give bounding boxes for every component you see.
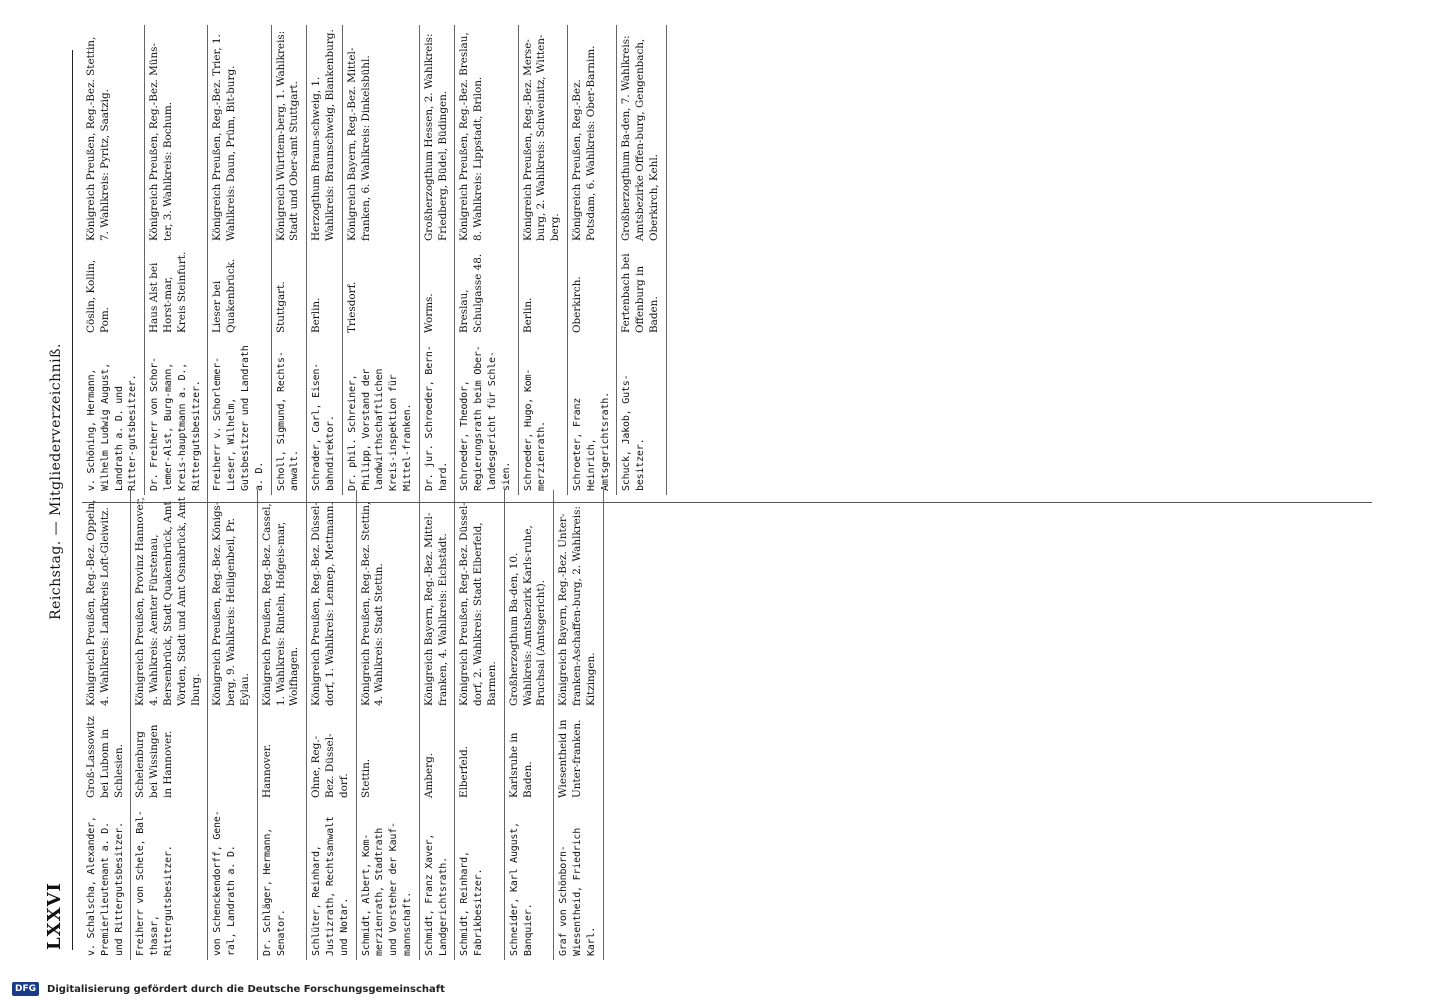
member-name: Freiherr v. Schorlemer-Lieser, Wilhelm, Gutsbesitzer und Landrath a. D. [212, 345, 265, 491]
member-entry [307, 490, 356, 960]
member-entry [455, 490, 504, 960]
member-constituency: Großherzogthum Hessen, 2. Wahlkreis: Friedberg, Büdel, Büdingen. [422, 33, 449, 241]
member-constituency: Königreich Preußen, Reg.-Bez. Merse-burg, 2. Wahlkreis: Schweinitz, Witten-berg. [521, 34, 562, 241]
member-residence: Elberfeld. [458, 746, 471, 798]
member-name: Schmidt, Albert, Kom-merzienrath, Stadtrath und Vorsteher der Kauf-mannschaft. [360, 822, 413, 956]
member-name: Dr. Freiherr von Schor-lemer-Alst, Burg-mann, Kreis-hauptmann a. D., Rittergutsbesitzer. [149, 357, 202, 491]
dfg-logo: DFG [12, 982, 39, 996]
digitization-credit: Digitalisierung gefördert durch die Deutsche Forschungsgemeinschaft [47, 983, 445, 995]
member-name: Dr. phil. Schreiner, Philipp, Vorstand der landwirthschaftlichen Kreis-inspektion für Mittel-franken. [346, 368, 413, 491]
member-residence: Worms. [422, 293, 435, 333]
member-name: Scholl, Sigmund, Rechts-anwalt. [275, 351, 301, 491]
member-name: v. Schalscha, Alexander, Premierlieutenant a. D. und Rittergutsbesitzer. [86, 816, 125, 956]
member-entry [131, 490, 208, 960]
member-entry [420, 490, 456, 960]
member-residence: Fertenbach bei Offenburg in Baden. [620, 253, 660, 333]
member-residence: Hannover. [260, 743, 273, 798]
member-residence: Karlsruhe in Baden. [507, 732, 534, 798]
member-entry [455, 25, 518, 495]
right-column [82, 25, 1372, 495]
member-constituency: Königreich Preußen, Reg.-Bez. Breslau, 8. Wahlkreis: Lippstadt, Brilon. [458, 32, 485, 241]
member-residence: Stettin. [359, 758, 372, 798]
member-constituency: Großherzogthum Ba-den, 7. Wahlkreis: Amtsbezirke Offen-burg, Gengenbach, Oberkirch, Kehl. [620, 35, 660, 241]
member-entry [272, 25, 308, 495]
member-constituency: Königreich Preußen, Reg.-Bez. Oppeln, 4. Wahlkreis: Landkreis Loft-Gleiwitz. [85, 499, 111, 706]
member-constituency: Königreich Preußen, Reg.-Bez. Königs-berg, 9. Wahlkreis: Heiligenbeil, Pr. Eylau. [211, 501, 251, 706]
member-name: Freiherr von Schele, Bal-thasar, Rittergutsbesitzer. [135, 810, 174, 956]
member-name: Schneider, Karl August, Banquier. [508, 822, 534, 956]
member-residence [211, 710, 252, 802]
member-constituency: Königreich Preußen, Reg.-Bez. Müns-ter, 3. Wahlkreis: Bochum. [148, 42, 174, 241]
member-constituency: Königreich Preußen, Provinz Hannover, 4. Wahlkreis: Aemter Fürstenau, Bersenbrück, Stadt Quakenbrück, Amt Vörden, Stadt und Amt Osnabrück, Amt Iburg. [134, 497, 202, 706]
member-entry [617, 25, 666, 495]
member-entry [258, 490, 307, 960]
member-entry [82, 490, 131, 960]
member-entry [208, 490, 257, 960]
member-residence: Breslau, Schulgasse 48. [458, 253, 485, 333]
page-number: LXXVI [44, 882, 65, 950]
member-entry [307, 25, 343, 495]
member-residence: Berlin. [310, 297, 323, 333]
member-name: Schlüter, Reinhard, Justizrath, Rechtsanwalt und Notar. [311, 816, 350, 956]
left-column [82, 490, 1372, 960]
member-constituency: Königreich Preußen, Reg.-Bez. Potsdam, 6. Wahlkreis: Ober-Barnim. [570, 45, 597, 241]
member-constituency: Königreich Württem-berg, 1. Wahlkreis: Stadt und Ober-amt Stuttgart. [274, 30, 301, 241]
member-name: Dr. Schläger, Hermann, Senator. [261, 827, 287, 956]
member-entry [357, 490, 420, 960]
member-constituency: Königreich Preußen, Reg.-Bez. Stettin, 4. Wahlkreis: Stadt Stettin. [359, 501, 386, 706]
member-entry [145, 25, 208, 495]
member-residence: Ohne, Reg.-Bez. Düssel-dorf. [310, 733, 350, 798]
member-name: Schrader, Carl, Eisen-bahndirektor. [311, 362, 336, 491]
member-constituency: Königreich Preußen, Reg.-Bez. Stettin, 7. Wahlkreis: Pyritz, Saatzig. [85, 36, 111, 241]
member-constituency: Königreich Bayern, Reg.-Bez. Unter-franken-Aschaffen-burg, 2. Wahlkreis: Kitzingen. [557, 506, 597, 706]
member-entry [519, 25, 568, 495]
member-residence: Amberg. [422, 752, 435, 798]
column-divider [82, 502, 1372, 503]
member-residence: Oberkirch. [570, 276, 583, 333]
member-residence: Schelenburg bei Wissingen in Hannover. [134, 724, 174, 798]
member-constituency: Herzogthum Braun-schweig, 1. Wahlkreis: Braunschweig, Blankenburg. [310, 29, 336, 241]
member-constituency: Königreich Bayern, Reg.-Bez. Mittel-franken, 6. Wahlkreis: Dinkelsbühl. [345, 47, 372, 241]
member-entry [505, 490, 554, 960]
member-name: Schuck, Jakob, Guts-besitzer. [621, 374, 647, 491]
member-residence: Haus Alst bei Horst-mar, Kreis Steinfurt. [148, 251, 188, 333]
member-entry [208, 25, 271, 495]
member-residence: Groß-Lassowitz bei Lubom in Schlesien. [85, 716, 125, 798]
member-name: Schroeder, Theodor, Regierungsrath beim Ober-landesgericht für Schle-sien. [459, 345, 512, 491]
member-constituency: Königreich Bayern, Reg.-Bez. Mittel-franken, 4. Wahlkreis: Eichstädt. [422, 512, 449, 706]
member-residence: Triesdorf. [345, 281, 358, 333]
member-constituency: Großherzogthum Ba-den, 10. Wahlkreis: Amtsbezirk Karls-ruhe, Bruchsal (Amtsgericht). [507, 525, 548, 706]
member-name: Schmidt, Reinhard, Fabrikbesitzer. [459, 851, 485, 956]
header-rule [72, 50, 73, 950]
member-constituency: Königreich Preußen, Reg.-Bez. Trier, 1. Wahlkreis: Daun, Prüm, Bit-burg. [211, 34, 238, 241]
member-name: Dr. jur. Schroeder, Bern-hard. [423, 345, 449, 491]
member-residence: Cöslin, Kollin, Pom. [85, 259, 111, 333]
member-name: Graf von Schönborn-Wiesentheid, Friedrich Karl. [558, 827, 597, 956]
page-header [44, 50, 80, 950]
running-title: Reichstag. — Mitgliederverzeichniß. [48, 343, 64, 620]
member-entry [343, 25, 420, 495]
member-constituency: Königreich Preußen, Reg.-Bez. Cassel, 1. Wahlkreis: Rinteln, Hofgeis-mar, Wolfhagen. [260, 503, 301, 706]
member-name: von Schenckendorff, Gene-ral, Landrath a. D. [212, 810, 238, 956]
member-entry [420, 25, 456, 495]
member-residence: Wiesentheid in Unter-franken. [557, 719, 583, 798]
member-entry [554, 490, 603, 960]
member-entry [568, 25, 617, 495]
member-name: Schmidt, Franz Xaver, Landgerichtsrath. [423, 833, 449, 956]
member-name: v. Schöning, Hermann, Wilhelm Ludwig August, Landrath a. D. und Ritter-gutsbesitzer. [86, 362, 139, 491]
member-constituency: Königreich Preußen, Reg.-Bez. Düssel-dorf, 1. Wahlkreis: Lennep, Mettmann. [310, 502, 336, 706]
member-residence: Berlin. [521, 297, 534, 333]
member-name: Schroeter, Franz Heinrich, Amtsgerichtsrath. [571, 392, 611, 491]
digitization-footer [0, 978, 1432, 1000]
member-constituency: Königreich Preußen, Reg.-Bez. Düssel-dorf, 2. Wahlkreis: Stadt Elberfeld, Barmen. [458, 502, 498, 706]
member-residence: Stuttgart. [274, 281, 287, 333]
member-residence: Lieser bei Quakenbrück. [211, 258, 238, 333]
member-name: Schroeder, Hugo, Kom-merzienrath. [522, 368, 548, 491]
member-entry [82, 25, 145, 495]
